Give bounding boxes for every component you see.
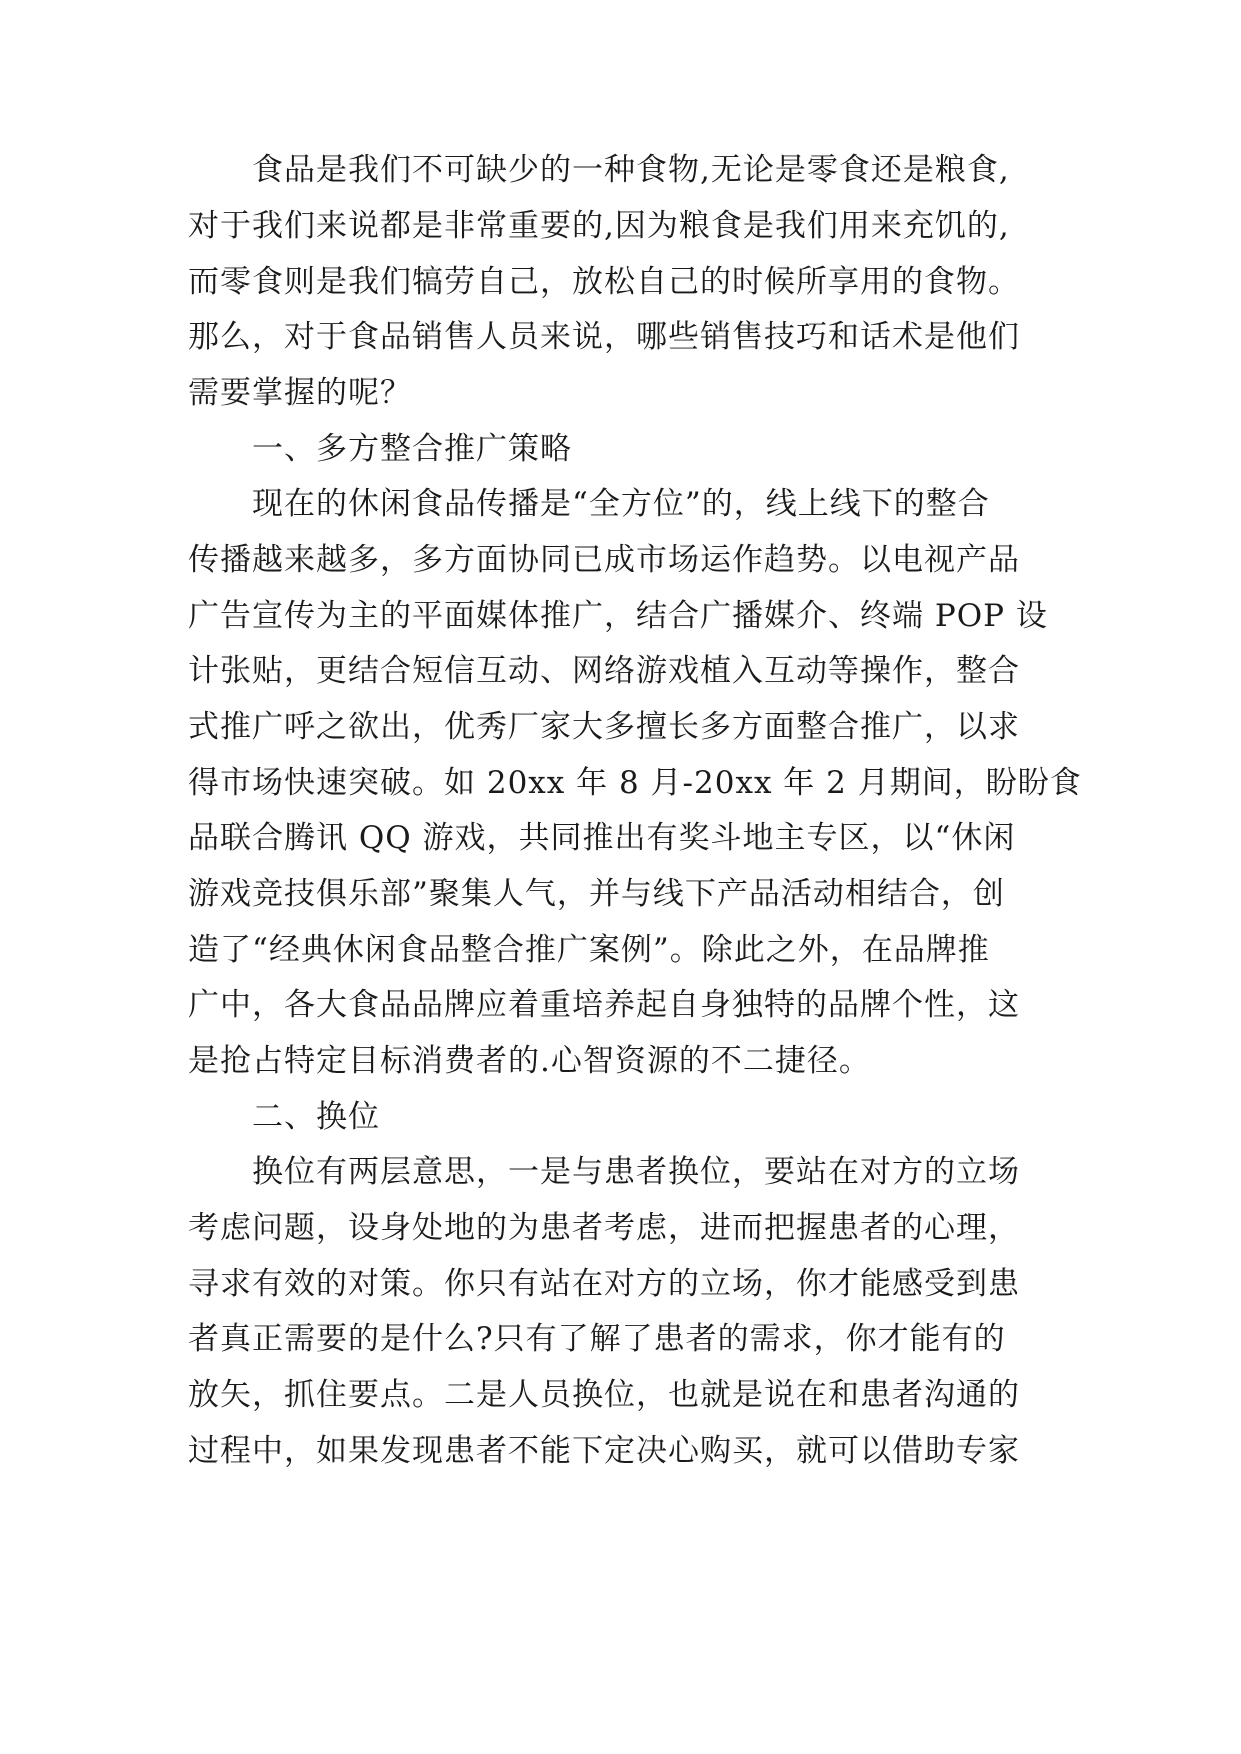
paragraph-line: 换位有两层意思，一是与患者换位，要站在对方的立场 — [252, 1154, 1020, 1190]
paragraph-line: 食品是我们不可缺少的一种食物,无论是零食还是粮食, — [252, 152, 1010, 188]
paragraph-line: 得市场快速突破。如 20xx 年 8 月-20xx 年 2 月期间，盼盼食 — [188, 765, 1082, 801]
paragraph-line: 现在的休闲食品传播是“全方位”的，线上线下的整合 — [252, 486, 990, 522]
paragraph-line: 者真正需要的是什么?只有了解了患者的需求，你才能有的 — [188, 1321, 1006, 1357]
paragraph-line: 广中，各大食品品牌应着重培养起自身独特的品牌个性，这 — [188, 987, 1020, 1023]
paragraph-line: 寻求有效的对策。你只有站在对方的立场，你才能感受到患 — [188, 1266, 1020, 1302]
paragraph-line: 那么，对于食品销售人员来说，哪些销售技巧和话术是他们 — [188, 319, 1020, 355]
paragraph-line: 考虑问题，设身处地的为患者考虑，进而把握患者的心理， — [188, 1210, 1020, 1246]
paragraph-line: 游戏竞技俱乐部”聚集人气，并与线下产品活动相结合，创 — [188, 876, 1005, 912]
section-heading: 二、换位 — [252, 1099, 380, 1135]
paragraph-line: 传播越来越多，多方面协同已成市场运作趋势。以电视产品 — [188, 542, 1020, 578]
paragraph-line: 对于我们来说都是非常重要的,因为粮食是我们用来充饥的, — [188, 208, 1010, 244]
paragraph-line: 造了“经典休闲食品整合推广案例”。除此之外，在品牌推 — [188, 932, 990, 968]
paragraph-line: 需要掌握的呢？ — [188, 375, 412, 411]
paragraph-line: 而零食则是我们犒劳自己，放松自己的时候所享用的食物。 — [188, 264, 1020, 300]
paragraph-line: 广告宣传为主的平面媒体推广，结合广播媒介、终端 POP 设 — [188, 598, 1048, 634]
paragraph-line: 计张贴，更结合短信互动、网络游戏植入互动等操作，整合 — [188, 653, 1020, 689]
section-heading: 一、多方整合推广策略 — [252, 431, 572, 467]
paragraph-line: 是抢占特定目标消费者的.心智资源的不二捷径。 — [188, 1043, 871, 1079]
paragraph-line: 品联合腾讯 QQ 游戏，共同推出有奖斗地主专区，以“休闲 — [188, 820, 1016, 856]
paragraph-line: 过程中，如果发现患者不能下定决心购买，就可以借助专家 — [188, 1433, 1020, 1469]
paragraph-line: 式推广呼之欲出，优秀厂家大多擅长多方面整合推广，以求 — [188, 709, 1020, 745]
paragraph-line: 放矢，抓住要点。二是人员换位，也就是说在和患者沟通的 — [188, 1377, 1020, 1413]
